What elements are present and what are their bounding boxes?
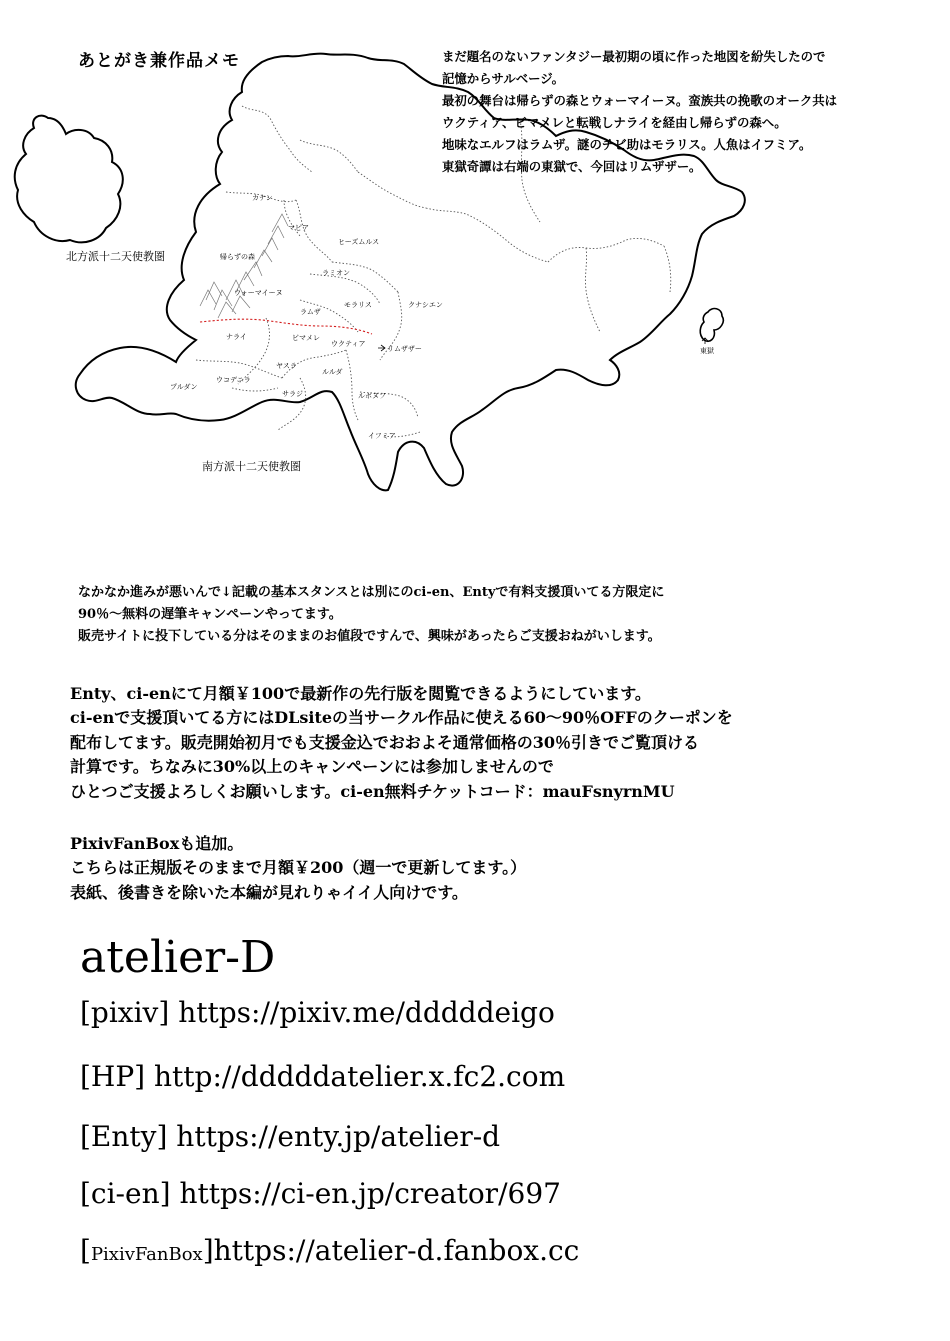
support-line: ci-enで支援頂いてる方にはDLsiteの当サークル作品に使える60～90％OFFのクーポンを [70,708,733,728]
east-island-togoku [700,309,723,342]
region-saraji: サラジ [282,390,303,398]
notice-line: 90％～無料の遅筆キャンペーンやってます。 [78,607,342,622]
south-faction-label: 南方派十二天使教圏 [202,460,301,473]
link-hp[interactable] [80,1060,565,1094]
support-line: ひとつご支援よろしくお願いします。ci-en無料チケットコード：mauFsnyrnMU [70,781,675,801]
region-togoku: 東獄 [700,347,714,355]
link-hp-tag: [HP] [80,1060,146,1093]
support-info [70,682,733,804]
map-note-line: 最初の舞台は帰らずの森とウォーマイーヌ。蛮族共の挽歌のオーク共は [442,93,838,108]
link-fanbox-open: [ [80,1234,91,1267]
support-line: 計算です。ちなみに30%以上のキャンペーンには参加しませんので [70,757,554,777]
region-yasura: ヤスラ [276,362,297,370]
campaign-notice [78,582,664,648]
support-line: 配布してます。販売開始初月でも支援金込でおおよそ通常価格の30％引きでご覧頂ける [70,732,699,752]
region-rubonufu: ルボヌフ [358,392,386,400]
west-island [15,116,123,243]
fanbox-line: 表紙、後書きを除いた本編が見れりゃイイ人向けです。 [70,882,468,902]
region-ramion: ラミオン [322,269,350,277]
link-cien-tag: [ci-en] [80,1177,171,1210]
region-moralis: モラリス [344,301,372,309]
region-kunashien: クナシエン [408,301,443,309]
link-cien-url[interactable]: https://ci-en.jp/creator/697 [179,1177,561,1210]
link-enty-url[interactable]: https://enty.jp/atelier-d [176,1120,501,1153]
fanbox-line: PixivFanBoxも追加。 [70,834,244,853]
map-note-line: 地味なエルフはラムザ。謎のチビ助はモラリス。人魚はイフミア。 [442,137,812,152]
region-kanan: カナン [252,194,273,202]
map-note-line: ウクティア、ビマメレと転戦しナライを経由し帰らずの森へ。 [442,115,787,130]
link-hp-url[interactable]: http://dddddatelier.x.fc2.com [154,1060,566,1093]
fanbox-info [70,832,526,905]
region-rimuzaza: リムザザー [387,345,422,353]
support-line: Enty、ci-enにて月額￥100で最新作の先行版を閲覧できるようにしています。 [70,684,651,703]
link-fanbox[interactable] [80,1234,579,1272]
link-cien[interactable] [80,1177,561,1211]
region-ukodenira: ウコデニラ [216,376,251,384]
fanbox-line: こちらは正規版そのままで月額￥200（週一で更新してます。） [70,858,527,878]
link-fanbox-url[interactable]: https://atelier-d.fanbox.cc [213,1234,580,1267]
region-hizumurusu: ヒーズムルス [338,238,380,246]
region-ramuza: ラムザ [300,308,321,316]
link-pixiv[interactable] [80,996,555,1030]
region-ukutia: ウクティア [331,340,366,348]
link-enty-tag: [Enty] [80,1120,168,1153]
map-note-line: 記憶からサルベージ。 [442,71,565,86]
notice-line: なかなか進みが悪いんで↓記載の基本スタンスとは別にのci-en、Entyで有料支援頂いてる方限定に [78,585,665,600]
link-pixiv-url[interactable]: https://pixiv.me/dddddeigo [178,996,555,1029]
region-ifumia: イフミア [368,432,396,440]
region-ruruda: ルルダ [322,368,343,376]
link-fanbox-tag: PixivFanBox [90,1244,203,1265]
north-faction-label: 北方派十二天使教圏 [66,250,165,263]
region-womaine: ウォーマイーヌ [234,289,283,297]
link-fanbox-close: ] [202,1234,214,1267]
region-mapia: マピア [288,224,309,232]
region-narai: ナライ [226,333,247,341]
notice-line: 販売サイトに投下している分はそのままのお値段ですんで、興味があったらご支援おねがいします。 [78,629,661,644]
map-note-line: 東獄奇譚は右端の東獄で、今回はリムザザー。 [442,159,702,174]
map-note [442,46,942,178]
region-purudan: プルダン [170,383,198,391]
region-kaerazu: 帰らずの森 [220,253,255,261]
map-note-line: まだ題名のないファンタジー最初期の頃に作った地図を紛失したので [442,49,826,64]
link-enty[interactable] [80,1120,500,1154]
afterword-title: あとがき兼作品メモ [78,51,240,71]
link-pixiv-tag: [pixiv] [80,996,170,1029]
region-bimamere: ビマメレ [292,334,320,342]
brand-name: atelier-D [80,932,276,983]
